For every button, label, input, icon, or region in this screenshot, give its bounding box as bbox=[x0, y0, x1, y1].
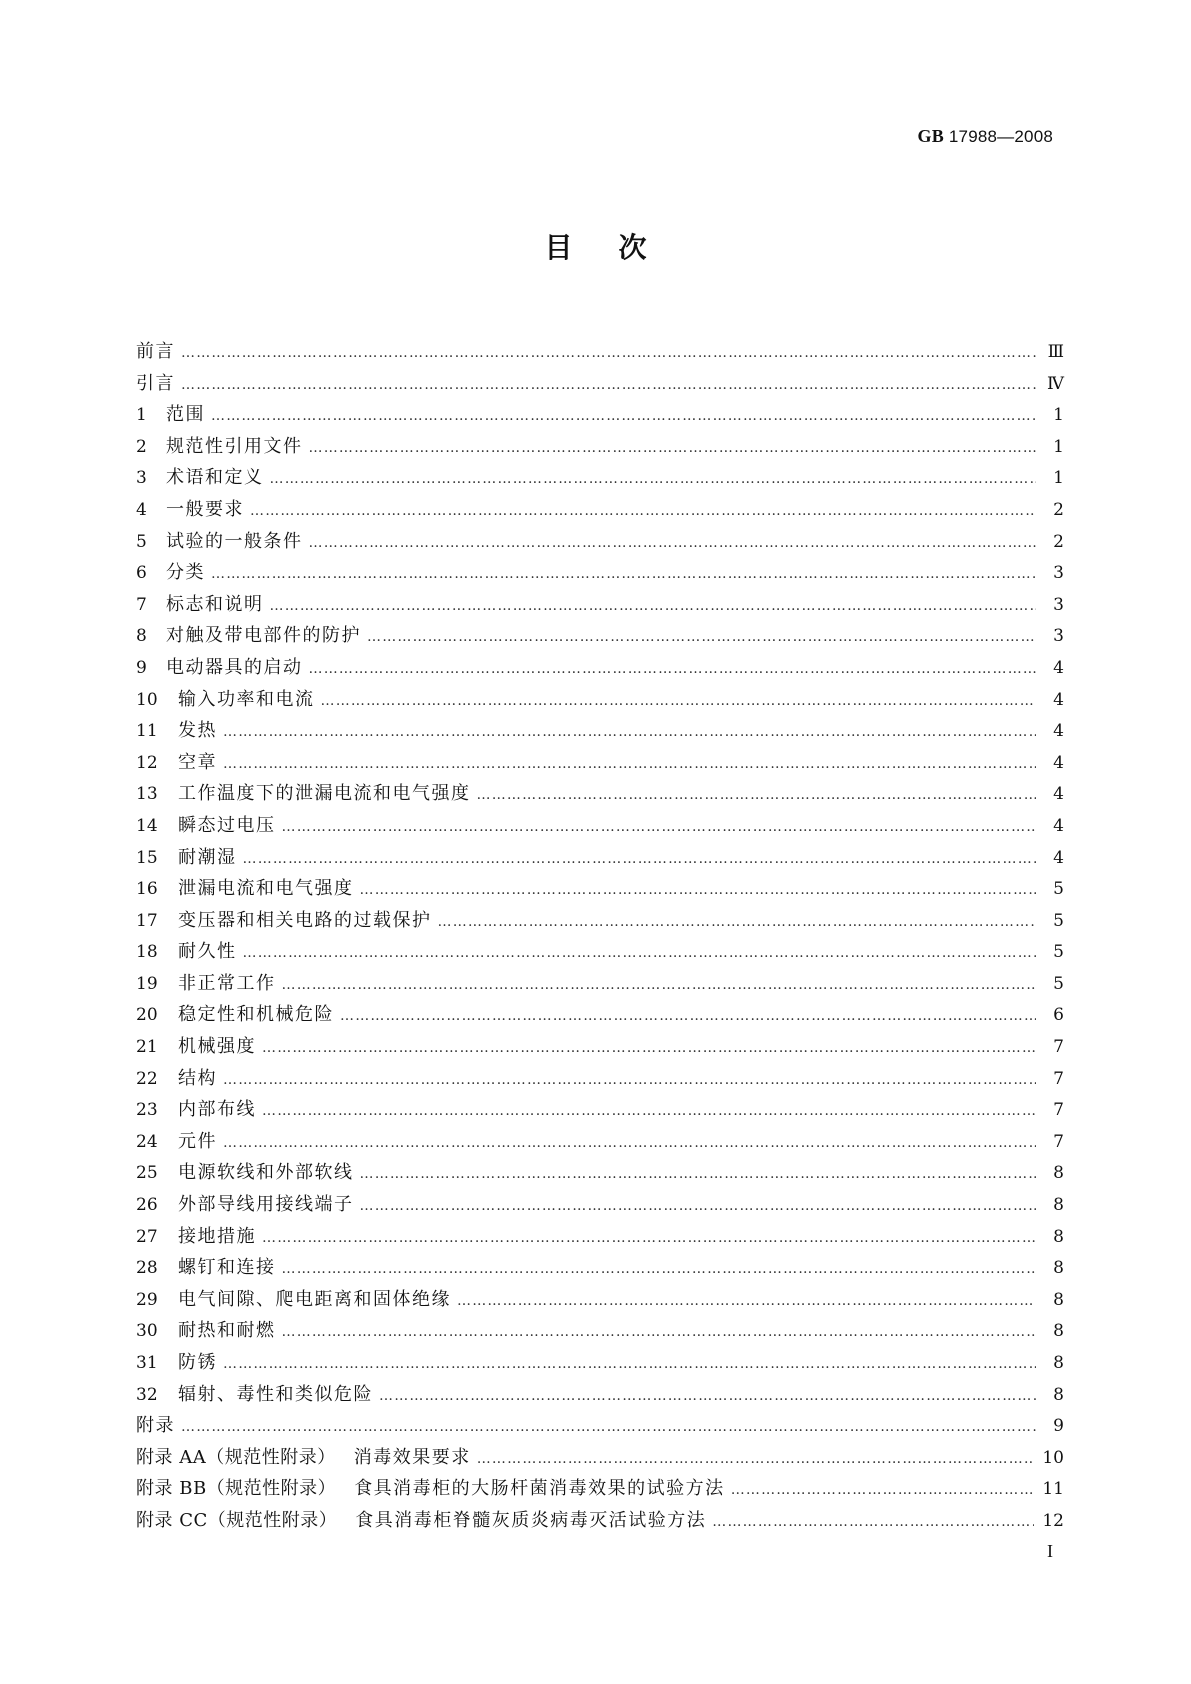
dot-leader bbox=[731, 1475, 1035, 1507]
toc-entry-title bbox=[178, 1063, 223, 1095]
toc-entry-title bbox=[166, 462, 270, 494]
toc-entry-page: 1 bbox=[1053, 468, 1064, 489]
toc-entry-page: 2 bbox=[1053, 499, 1064, 520]
toc-entry-annex-label: 附录 BB（规范性附录） bbox=[136, 1478, 337, 1500]
toc-entry-title bbox=[166, 620, 367, 652]
toc-entry-label: 稳定性和机械危险 bbox=[178, 1004, 334, 1026]
toc-entry-label: 耐热和耐燃 bbox=[178, 1320, 276, 1342]
toc-entry-page: 4 bbox=[1053, 721, 1064, 742]
toc-entry-page: 8 bbox=[1053, 1195, 1064, 1216]
toc-entry-title bbox=[178, 1284, 457, 1316]
toc-entry-number: 12 bbox=[136, 752, 158, 773]
toc-entry-title bbox=[136, 368, 181, 400]
toc-entry[interactable] bbox=[136, 778, 1064, 810]
toc-entry-page: 1 bbox=[1053, 436, 1064, 457]
toc-entry-page: 12 bbox=[1042, 1510, 1064, 1531]
toc-entry-number: 28 bbox=[136, 1258, 158, 1279]
toc-entry-page: 4 bbox=[1053, 784, 1064, 805]
toc-entry-page: Ⅳ bbox=[1047, 373, 1064, 394]
toc-entry-label: 分类 bbox=[166, 562, 205, 584]
dot-leader bbox=[321, 686, 1037, 718]
toc-entry-number: 26 bbox=[136, 1195, 158, 1216]
toc-entry-title bbox=[178, 1379, 379, 1411]
toc-entry[interactable] bbox=[136, 368, 1064, 400]
toc-entry-title bbox=[178, 810, 282, 842]
toc-entry-page: 8 bbox=[1053, 1384, 1064, 1405]
toc-entry[interactable] bbox=[136, 873, 1064, 905]
toc-entry-number: 25 bbox=[136, 1163, 158, 1184]
toc-entry-number: 29 bbox=[136, 1289, 158, 1310]
toc-entry[interactable] bbox=[136, 810, 1064, 842]
standard-code bbox=[918, 126, 1053, 147]
toc-entry-label: 工作温度下的泄漏电流和电气强度 bbox=[178, 783, 471, 805]
toc-entry-number: 8 bbox=[136, 626, 147, 647]
dot-leader bbox=[243, 844, 1037, 876]
dot-leader bbox=[340, 1001, 1036, 1033]
toc-entry-label: 试验的一般条件 bbox=[166, 530, 303, 552]
toc-entry-label: 结构 bbox=[178, 1067, 217, 1089]
toc-entry-page: 11 bbox=[1042, 1479, 1064, 1500]
dot-leader bbox=[223, 1065, 1036, 1097]
toc-entry-label: 食具消毒柜的大肠杆菌消毒效果的试验方法 bbox=[354, 1478, 725, 1500]
toc-entry-title bbox=[178, 968, 282, 1000]
toc-entry[interactable] bbox=[136, 1505, 1064, 1537]
toc-entry-title bbox=[166, 526, 309, 558]
toc-entry-number: 2 bbox=[136, 436, 147, 457]
toc-entry-page: Ⅲ bbox=[1047, 342, 1064, 362]
dot-leader bbox=[223, 749, 1036, 781]
toc-entry-page: 10 bbox=[1042, 1447, 1064, 1468]
toc-entry-label: 标志和说明 bbox=[166, 593, 264, 615]
toc-entry-page: 3 bbox=[1053, 594, 1064, 615]
toc-entry-label: 耐潮湿 bbox=[178, 846, 237, 868]
toc-entry-annex-label: 附录 CC（规范性附录） bbox=[136, 1509, 338, 1531]
dot-leader bbox=[181, 370, 1036, 402]
toc-entry[interactable] bbox=[136, 1094, 1064, 1126]
toc-entry-page: 7 bbox=[1053, 1131, 1064, 1152]
dot-leader bbox=[282, 812, 1037, 844]
toc-entry-page: 4 bbox=[1053, 815, 1064, 836]
toc-entry-number: 1 bbox=[136, 405, 147, 426]
toc-entry-label: 电气间隙、爬电距离和固体绝缘 bbox=[178, 1288, 451, 1310]
dot-leader bbox=[360, 875, 1037, 907]
toc-entry-label: 电源软线和外部软线 bbox=[178, 1162, 354, 1184]
toc-entry[interactable] bbox=[136, 999, 1064, 1031]
toc-entry[interactable] bbox=[136, 557, 1064, 589]
toc-entry-number: 18 bbox=[136, 942, 158, 963]
dot-leader bbox=[477, 1444, 1035, 1476]
toc-entry-page: 7 bbox=[1053, 1100, 1064, 1121]
dot-leader bbox=[309, 654, 1037, 686]
toc-entry[interactable] bbox=[136, 1315, 1064, 1347]
toc-entry-page: 9 bbox=[1053, 1416, 1064, 1437]
table-of-contents bbox=[136, 336, 1064, 1537]
toc-entry[interactable] bbox=[136, 494, 1064, 526]
dot-leader bbox=[243, 938, 1037, 970]
toc-entry-number: 16 bbox=[136, 879, 158, 900]
toc-entry-number: 30 bbox=[136, 1321, 158, 1342]
dot-leader bbox=[262, 1033, 1036, 1065]
toc-entry-number: 20 bbox=[136, 1005, 158, 1026]
toc-entry[interactable] bbox=[136, 652, 1064, 684]
toc-entry[interactable] bbox=[136, 1221, 1064, 1253]
toc-entry[interactable] bbox=[136, 1157, 1064, 1189]
toc-entry-title bbox=[178, 1094, 262, 1126]
dot-leader bbox=[457, 1286, 1036, 1318]
toc-entry[interactable] bbox=[136, 1473, 1064, 1505]
toc-entry-title bbox=[178, 1031, 262, 1063]
toc-entry-number: 31 bbox=[136, 1353, 158, 1373]
standard-prefix: GB bbox=[917, 126, 944, 146]
toc-entry-number: 10 bbox=[136, 689, 158, 710]
toc-entry-number: 19 bbox=[136, 973, 158, 994]
toc-entry-label: 泄漏电流和电气强度 bbox=[178, 878, 354, 900]
toc-entry-number: 5 bbox=[136, 531, 147, 552]
toc-entry-title bbox=[178, 999, 340, 1031]
toc-entry-title bbox=[166, 399, 211, 431]
toc-entry-title bbox=[178, 778, 477, 810]
toc-entry[interactable] bbox=[136, 1126, 1064, 1158]
toc-entry-number: 6 bbox=[136, 563, 147, 584]
dot-leader bbox=[712, 1507, 1034, 1539]
toc-entry-number: 4 bbox=[136, 499, 147, 520]
dot-leader bbox=[211, 559, 1036, 591]
toc-entry-label: 电动器具的启动 bbox=[166, 656, 303, 678]
toc-entry-title bbox=[178, 715, 223, 747]
toc-entry-label: 规范性引用文件 bbox=[166, 435, 303, 457]
toc-entry-label: 耐久性 bbox=[178, 941, 237, 963]
toc-entry[interactable] bbox=[136, 399, 1064, 431]
toc-entry-title bbox=[136, 336, 181, 368]
toc-entry-title bbox=[166, 557, 211, 589]
dot-leader bbox=[309, 528, 1037, 560]
dot-leader bbox=[438, 907, 1037, 939]
toc-entry-page: 7 bbox=[1053, 1037, 1064, 1058]
dot-leader bbox=[262, 1096, 1036, 1128]
toc-entry-annex-label: 附录 AA（规范性附录） bbox=[136, 1446, 336, 1468]
dot-leader bbox=[282, 970, 1037, 1002]
toc-entry-number: 32 bbox=[136, 1384, 158, 1405]
toc-entry-title bbox=[136, 1505, 712, 1537]
toc-entry[interactable] bbox=[136, 526, 1064, 558]
toc-entry[interactable] bbox=[136, 1410, 1064, 1442]
dot-leader bbox=[270, 464, 1037, 496]
toc-entry-label: 发热 bbox=[178, 720, 217, 742]
toc-entry-label: 非正常工作 bbox=[178, 972, 276, 994]
toc-entry-label: 一般要求 bbox=[166, 498, 244, 520]
toc-entry-title bbox=[178, 1157, 360, 1189]
toc-entry-title bbox=[178, 1252, 282, 1284]
toc-entry-title bbox=[178, 936, 243, 968]
toc-entry-label: 元件 bbox=[178, 1130, 217, 1152]
toc-entry-label: 变压器和相关电路的过载保护 bbox=[178, 909, 432, 931]
dot-leader bbox=[477, 780, 1037, 812]
toc-entry-title bbox=[178, 842, 243, 874]
toc-entry-page: 8 bbox=[1053, 1289, 1064, 1310]
toc-entry-number: 23 bbox=[136, 1100, 158, 1121]
toc-entry-number: 11 bbox=[136, 721, 158, 742]
toc-entry-title bbox=[136, 1473, 731, 1505]
toc-entry[interactable] bbox=[136, 1252, 1064, 1284]
toc-entry-page: 8 bbox=[1053, 1321, 1064, 1342]
toc-entry-page: 6 bbox=[1053, 1005, 1064, 1026]
toc-entry-page: 2 bbox=[1053, 531, 1064, 552]
toc-entry-number: 22 bbox=[136, 1068, 158, 1089]
toc-entry-label: 对触及带电部件的防护 bbox=[166, 625, 361, 647]
toc-entry-label: 辐射、毒性和类似危险 bbox=[178, 1383, 373, 1405]
toc-entry[interactable] bbox=[136, 1347, 1064, 1379]
toc-entry[interactable] bbox=[136, 431, 1064, 463]
dot-leader bbox=[181, 338, 1036, 370]
toc-entry-label: 消毒效果要求 bbox=[353, 1446, 471, 1468]
dot-leader bbox=[211, 401, 1036, 433]
dot-leader bbox=[181, 1412, 1036, 1444]
toc-entry[interactable] bbox=[136, 462, 1064, 494]
toc-entry[interactable] bbox=[136, 336, 1064, 368]
toc-entry-page: 5 bbox=[1053, 973, 1064, 994]
toc-entry-title bbox=[178, 905, 438, 937]
toc-entry-label: 附录 bbox=[136, 1415, 175, 1437]
toc-entry-label: 外部导线用接线端子 bbox=[178, 1194, 354, 1216]
toc-entry-label: 机械强度 bbox=[178, 1036, 256, 1058]
toc-entry-title bbox=[178, 1347, 223, 1379]
dot-leader bbox=[223, 1349, 1036, 1381]
dot-leader bbox=[309, 433, 1037, 465]
toc-entry-page: 7 bbox=[1053, 1068, 1064, 1089]
toc-entry-number: 21 bbox=[136, 1037, 158, 1058]
toc-entry-title bbox=[166, 589, 270, 621]
toc-entry-title bbox=[178, 747, 223, 779]
toc-entry-page: 8 bbox=[1053, 1226, 1064, 1247]
dot-leader bbox=[262, 1223, 1036, 1255]
toc-entry-number: 17 bbox=[136, 910, 158, 931]
toc-entry[interactable] bbox=[136, 968, 1064, 1000]
toc-entry-label: 螺钉和连接 bbox=[178, 1257, 276, 1279]
toc-entry-title bbox=[178, 1189, 360, 1221]
toc-entry-title bbox=[136, 1410, 181, 1442]
toc-entry-page: 8 bbox=[1053, 1163, 1064, 1184]
toc-entry-page: 8 bbox=[1053, 1258, 1064, 1279]
toc-entry[interactable] bbox=[136, 589, 1064, 621]
toc-entry-title bbox=[136, 1442, 477, 1474]
toc-entry[interactable] bbox=[136, 747, 1064, 779]
dot-leader bbox=[270, 591, 1037, 623]
toc-entry-page: 5 bbox=[1053, 879, 1064, 900]
toc-entry-title bbox=[166, 431, 309, 463]
toc-entry[interactable] bbox=[136, 905, 1064, 937]
toc-entry-number: 27 bbox=[136, 1226, 158, 1247]
toc-entry-label: 术语和定义 bbox=[166, 467, 264, 489]
toc-entry-label: 空章 bbox=[178, 751, 217, 773]
toc-entry-number: 24 bbox=[136, 1131, 158, 1152]
dot-leader bbox=[250, 496, 1036, 528]
dot-leader bbox=[379, 1381, 1036, 1413]
toc-entry-page: 5 bbox=[1053, 942, 1064, 963]
toc-entry-number: 15 bbox=[136, 847, 158, 868]
toc-entry-label: 输入功率和电流 bbox=[178, 688, 315, 710]
toc-entry-page: 3 bbox=[1053, 626, 1064, 647]
dot-leader bbox=[223, 1128, 1036, 1160]
toc-entry[interactable] bbox=[136, 1189, 1064, 1221]
dot-leader bbox=[367, 622, 1036, 654]
toc-entry-number: 13 bbox=[136, 784, 158, 805]
toc-entry-title bbox=[178, 684, 321, 716]
toc-entry-label: 范围 bbox=[166, 404, 205, 426]
toc-entry-number: 14 bbox=[136, 815, 158, 836]
standard-number: 17988—2008 bbox=[948, 127, 1053, 146]
toc-entry-label: 前言 bbox=[136, 341, 175, 362]
toc-entry-label: 内部布线 bbox=[178, 1099, 256, 1121]
toc-entry-page: 4 bbox=[1053, 689, 1064, 710]
toc-entry[interactable] bbox=[136, 1063, 1064, 1095]
toc-entry-page: 4 bbox=[1053, 657, 1064, 678]
toc-entry-label: 防锈 bbox=[178, 1352, 217, 1373]
toc-entry[interactable] bbox=[136, 715, 1064, 747]
toc-entry-label: 引言 bbox=[136, 372, 175, 394]
toc-entry[interactable] bbox=[136, 684, 1064, 716]
toc-entry-title bbox=[178, 1126, 223, 1158]
dot-leader bbox=[282, 1317, 1037, 1349]
toc-entry-label: 食具消毒柜脊髓灰质炎病毒灭活试验方法 bbox=[355, 1509, 707, 1531]
toc-entry-number: 3 bbox=[136, 468, 147, 489]
toc-entry-page: 3 bbox=[1053, 563, 1064, 584]
toc-entry[interactable] bbox=[136, 1442, 1064, 1474]
toc-entry-title bbox=[178, 1221, 262, 1253]
toc-entry-page: 4 bbox=[1053, 847, 1064, 868]
dot-leader bbox=[360, 1159, 1037, 1191]
toc-entry-title bbox=[178, 1315, 282, 1347]
toc-entry[interactable] bbox=[136, 1284, 1064, 1316]
toc-entry-page: 8 bbox=[1053, 1353, 1064, 1373]
toc-entry-page: 4 bbox=[1053, 752, 1064, 773]
toc-entry-page: 5 bbox=[1053, 910, 1064, 931]
toc-entry[interactable] bbox=[136, 1379, 1064, 1411]
toc-entry[interactable] bbox=[136, 620, 1064, 652]
dot-leader bbox=[223, 717, 1036, 749]
toc-entry-label: 接地措施 bbox=[178, 1225, 256, 1247]
toc-entry-page: 1 bbox=[1053, 405, 1064, 426]
page-title: 目次 bbox=[544, 231, 693, 264]
dot-leader bbox=[360, 1191, 1037, 1223]
toc-entry[interactable] bbox=[136, 842, 1064, 874]
toc-entry-label: 瞬态过电压 bbox=[178, 814, 276, 836]
dot-leader bbox=[282, 1254, 1037, 1286]
toc-entry[interactable] bbox=[136, 936, 1064, 968]
toc-entry[interactable] bbox=[136, 1031, 1064, 1063]
toc-entry-title bbox=[178, 873, 360, 905]
page-number: I bbox=[1047, 1541, 1053, 1561]
toc-entry-number: 9 bbox=[136, 657, 147, 678]
toc-entry-number: 7 bbox=[136, 594, 147, 615]
toc-entry-title bbox=[166, 494, 250, 526]
toc-entry-title bbox=[166, 652, 309, 684]
